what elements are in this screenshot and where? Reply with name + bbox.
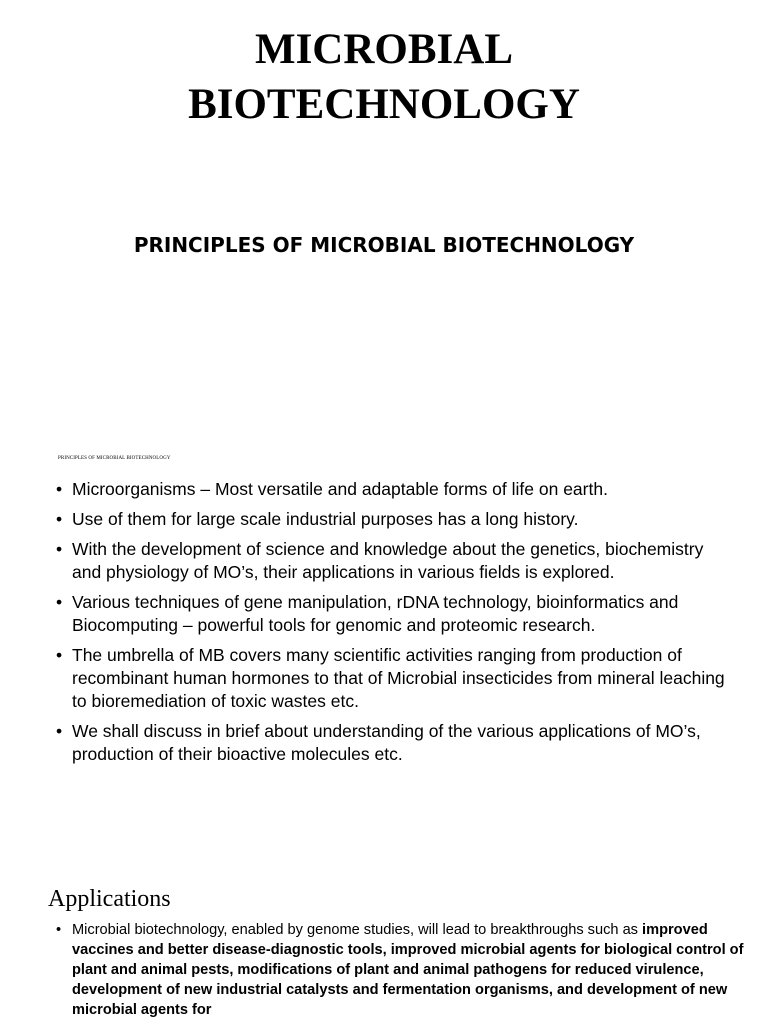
applications-bold-text: improved vaccines and better disease-diagnostic tools, improved microbial agents for biological control of plant and animal pests, modifications of plant and animal pathogens for reduced virulence, development of new industrial catalysts and fermentation organisms, and development of new microbial agents for [72, 922, 744, 1018]
bullet-text: The umbrella of MB covers many scientific activities ranging from production of recombinant human hormones to that of Microbial insecticides from mineral leaching to bioremediation of toxic wastes etc. [72, 645, 725, 711]
bullet-icon: • [56, 509, 63, 529]
bullet-item [56, 720, 736, 766]
bullet-icon: • [56, 922, 62, 938]
title-line-1: MICROBIAL [254, 26, 514, 73]
bullet-icon: • [56, 479, 63, 499]
title-line-2: BIOTECHNOLOGY [188, 81, 580, 128]
applications-paragraph [56, 920, 752, 1020]
bullet-text: With the development of science and knowledge about the genetics, biochemistry and physiology of MO’s, their applications in various fields is explored. [72, 539, 704, 582]
bullet-icon: • [56, 721, 63, 741]
bullet-text: Microorganisms – Most versatile and adaptable forms of life on earth. [72, 479, 608, 499]
bullet-text: We shall discuss in brief about understanding of the various applications of MO’s, production of their bioactive molecules etc. [72, 721, 701, 764]
bullet-item [56, 478, 736, 501]
bullet-text: Various techniques of gene manipulation, rDNA technology, bioinformatics and Biocomputing – powerful tools for genomic and proteomic research. [72, 592, 679, 635]
main-title [0, 22, 768, 132]
applications-heading: Applications [48, 886, 171, 912]
bullet-text: Use of them for large scale industrial purposes has a long history. [72, 509, 579, 529]
slide-title [0, 0, 768, 440]
subtitle: PRINCIPLES OF MICROBIAL BIOTECHNOLOGY [133, 233, 635, 257]
slide-applications [0, 870, 768, 1024]
bullet-icon: • [56, 539, 63, 559]
bullet-icon: • [56, 592, 63, 612]
bullet-item [56, 591, 736, 637]
applications-lead-text: Microbial biotechnology, enabled by genome studies, will lead to breakthroughs such as [72, 922, 643, 938]
bullet-item [56, 508, 736, 531]
bullet-icon: • [56, 645, 63, 665]
bullet-list [56, 478, 736, 773]
bullet-item [56, 538, 736, 584]
bullet-item [56, 644, 736, 713]
slide-small-title: PRINCIPLES OF MICROBIAL BIOTECHNOLOGY [58, 456, 171, 461]
slide-principles [0, 440, 768, 870]
